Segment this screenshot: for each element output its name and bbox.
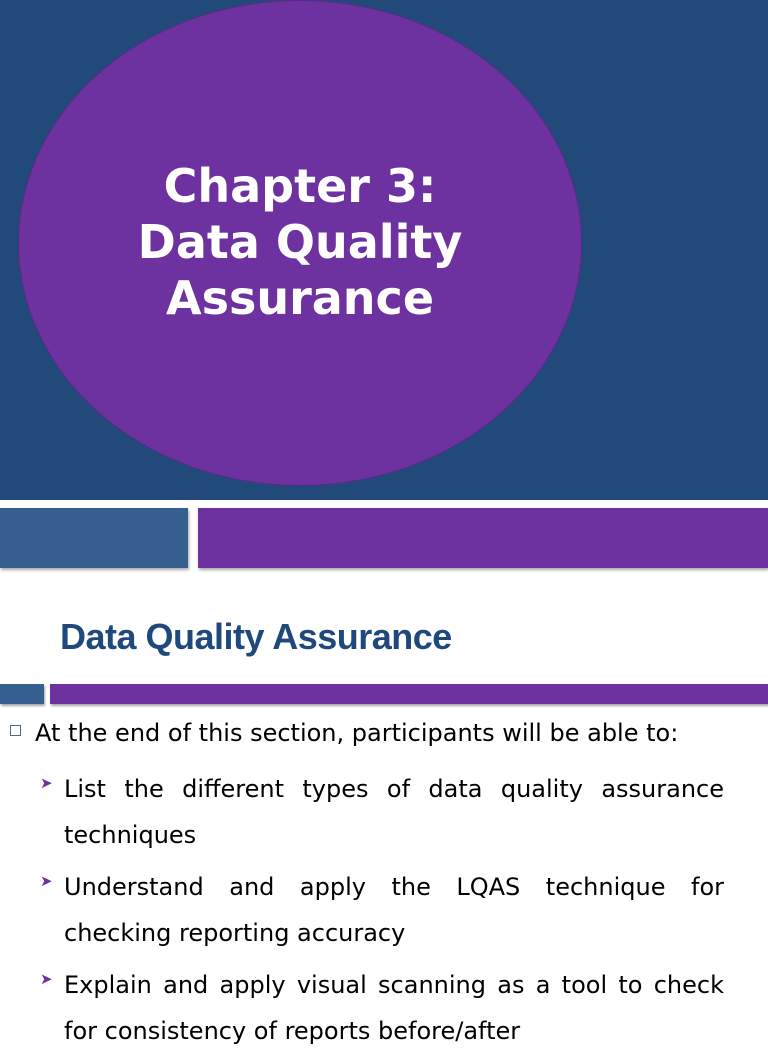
- intro-text: At the end of this section, participants will be able to:: [35, 719, 679, 747]
- title-slide: [0, 0, 768, 500]
- section-title: Data Quality Assurance: [60, 616, 452, 657]
- title-underline-purple: [50, 684, 768, 704]
- arrow-bullet-icon: ➤: [40, 774, 53, 792]
- title-underline-blue: [0, 684, 44, 704]
- chapter-title-line-2: Data Quality: [137, 215, 463, 269]
- arrow-bullet-icon: ➤: [40, 872, 53, 890]
- chapter-title-line-1: Chapter 3:: [163, 159, 437, 213]
- objective-item: [40, 962, 724, 1054]
- footer-band-blue: [0, 508, 188, 568]
- objective-item: [40, 864, 724, 956]
- footer-band-purple: [198, 508, 768, 568]
- objective-text: List the different types of data quality assurance techniques: [64, 775, 724, 849]
- chapter-title-line-3: Assurance: [165, 271, 435, 325]
- intro-bullet: [10, 716, 740, 750]
- objectives-list: [40, 766, 724, 1060]
- chapter-title: [18, 158, 582, 326]
- objective-item: [40, 766, 724, 858]
- arrow-bullet-icon: ➤: [40, 970, 53, 988]
- objective-text: Understand and apply the LQAS technique for checking reporting accuracy: [64, 873, 724, 947]
- square-bullet-icon: [10, 725, 21, 736]
- objective-text: Explain and apply visual scanning as a tool to check for consistency of reports before/after: [64, 971, 724, 1045]
